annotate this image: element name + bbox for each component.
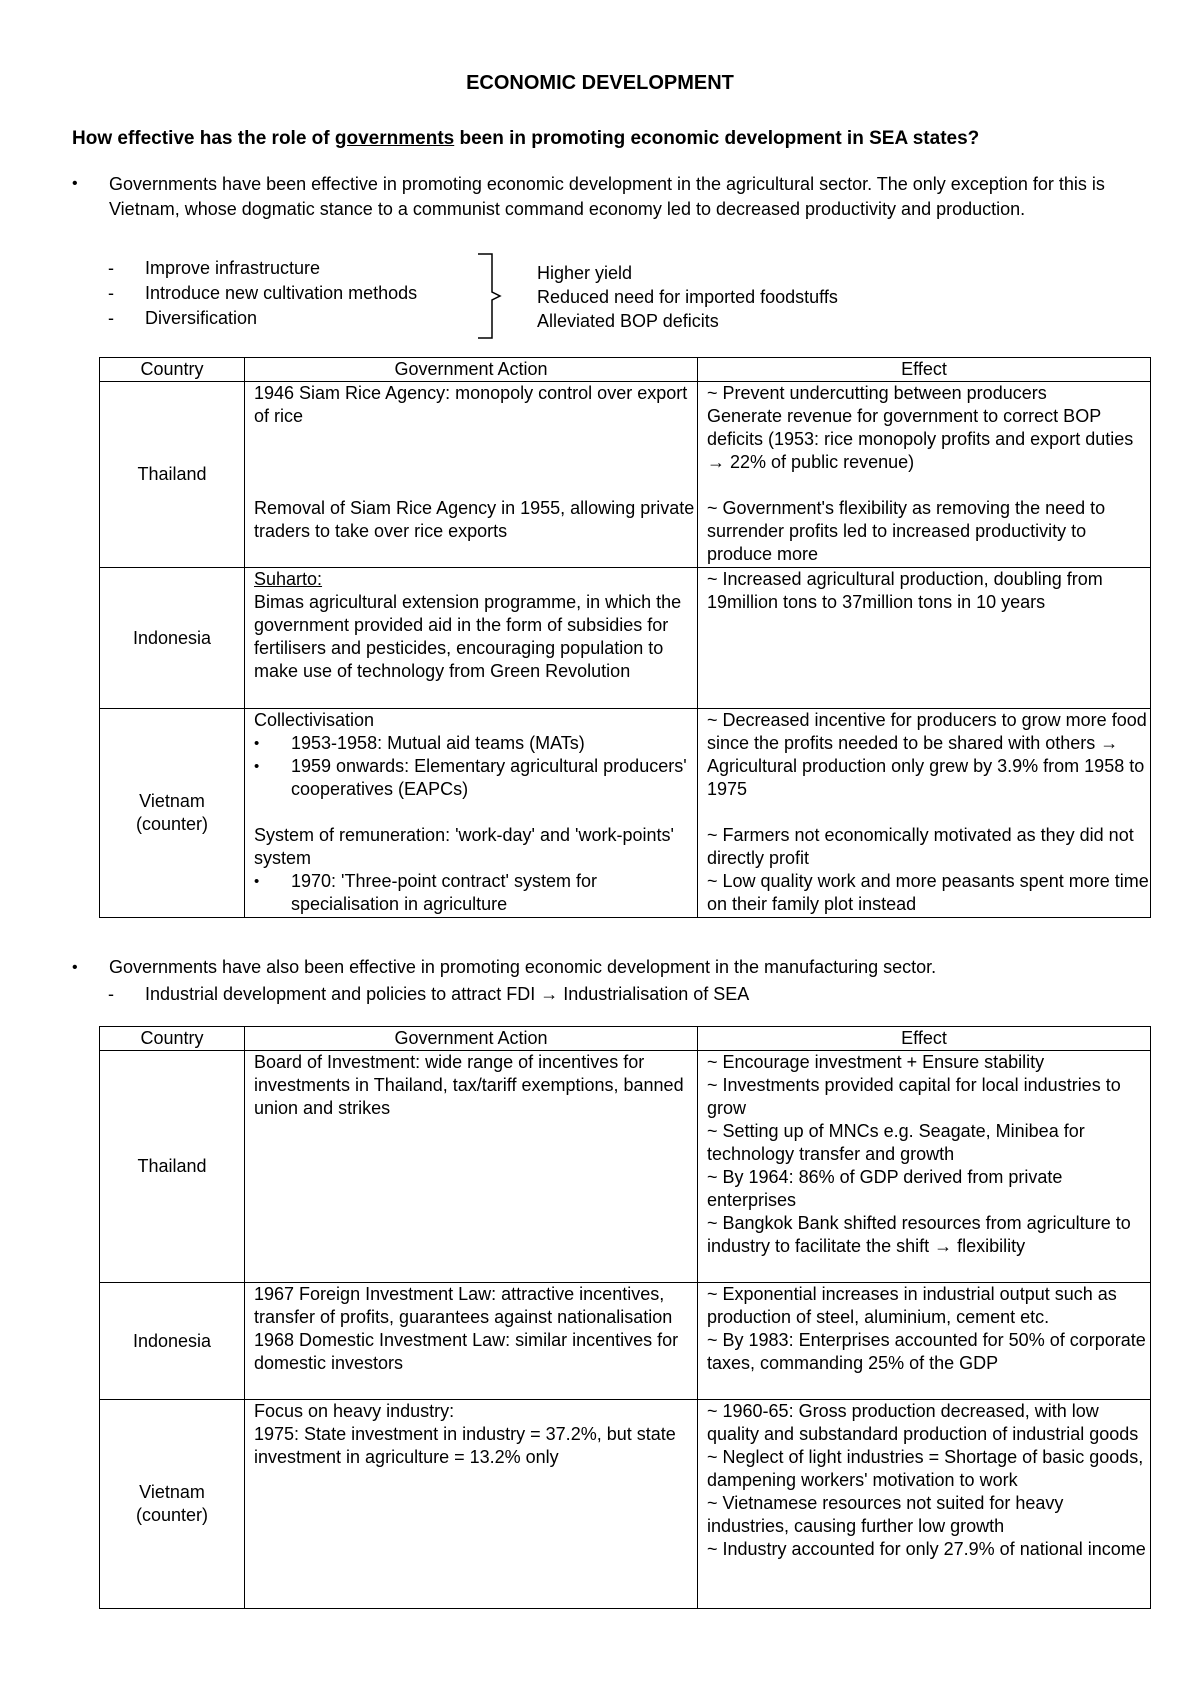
measure-item: - Improve infrastructure [108,258,321,278]
action-text: 1968 Domestic Investment Law: similar incentives for domestic investors [254,1330,679,1373]
agriculture-bullet [72,172,1112,222]
country-note: (counter) [135,814,209,834]
effect-text: ~ Encourage investment + Ensure stability [707,1052,1045,1072]
country-note: (counter) [135,1505,209,1525]
country-cell [100,709,245,918]
action-bullet [254,732,697,755]
effect-cell [698,1283,1151,1400]
bullet-dot-icon: • [254,735,260,752]
page-title: ECONOMIC DEVELOPMENT [466,72,734,94]
country-name: Vietnam [139,1482,205,1502]
header-country: Country [100,358,245,382]
table-row [100,382,1151,568]
header-country: Country [100,1027,245,1051]
effect-cell [698,1400,1151,1609]
effect-cell [698,1051,1151,1283]
effect-text: Generate revenue for government to correct BOP deficits (1953: rice monopoly profits and export duties → 22% of public revenue) [707,406,1134,472]
effect-text: ~ Prevent undercutting between producers [707,383,1047,403]
effect-text: ~ Low quality work and more peasants spent more time on their family plot instead [707,871,1149,914]
effect-text: ~ Farmers not economically motivated as they did not directly profit [707,825,1134,868]
effect-text: ~ Vietnamese resources not suited for heavy industries, causing further low growth [707,1493,1064,1536]
outcome-item: Reduced need for imported foodstuffs [537,287,838,307]
action-cell [245,709,698,918]
action-bullet-text: 1970: 'Three-point contract' system for specialisation in agriculture [291,871,598,914]
effect-text: ~ Government's flexibility as removing the need to surrender profits led to increased productivity to produce more [707,498,1106,564]
action-text: Removal of Siam Rice Agency in 1955, allowing private traders to take over rice exports [254,498,695,541]
outcome-item: Higher yield [537,263,633,283]
action-title: Focus on heavy industry: [254,1401,455,1421]
action-text: Board of Investment: wide range of incentives for investments in Thailand, tax/tariff exemptions, banned union and strikes [254,1052,684,1118]
outcomes-list [537,262,838,334]
action-cell [245,1283,698,1400]
table-row [100,1051,1151,1283]
measure-item: - Diversification [108,308,258,328]
effect-text: ~ Exponential increases in industrial output such as production of steel, aluminium, cement etc. [707,1284,1117,1327]
question-part-1: How effective has the role of [72,128,335,149]
action-bullet [254,755,697,801]
outcome-item: Alleviated BOP deficits [537,311,719,331]
table-row [100,709,1151,918]
country-cell: Thailand [100,382,245,568]
effect-text: ~ Setting up of MNCs e.g. Seagate, Minibea for technology transfer and growth [707,1121,1085,1164]
effect-cell [698,709,1151,918]
effect-cell [698,382,1151,568]
manufacturing-dash-item: - Industrial development and policies to attract FDI → Industrialisation of SEA [108,984,750,1004]
manufacturing-table [99,1026,1151,1609]
action-text: 1946 Siam Rice Agency: monopoly control over export of rice [254,383,688,426]
bullet-dot-icon: • [72,959,78,976]
brace-icon [476,252,516,342]
table-row [100,568,1151,709]
bullet-dot-icon: • [72,175,78,192]
effect-text: ~ Decreased incentive for producers to grow more food since the profits needed to be shared with others → Agricultural production only grew by 3.9% from 1958 to 1975 [707,710,1147,799]
country-name: Vietnam [139,791,205,811]
bullet-dot-icon: • [254,873,260,890]
question-underlined-word: governments [334,128,455,149]
action-cell [245,382,698,568]
table-header-row [100,358,1151,382]
header-effect: Effect [698,1027,1151,1051]
action-bullet [254,870,697,916]
essay-question [72,127,979,150]
action-cell [245,1400,698,1609]
effect-text: ~ By 1983: Enterprises accounted for 50% of corporate taxes, commanding 25% of the GDP [707,1330,1146,1373]
action-cell [245,1051,698,1283]
action-text: 1967 Foreign Investment Law: attractive incentives, transfer of profits, guarantees against nationalisation [254,1284,673,1327]
effect-text: ~ Increased agricultural production, doubling from 19million tons to 37million tons in 10 years [707,569,1103,612]
manufacturing-bullet [72,956,1112,979]
agriculture-table [99,357,1151,918]
effect-text: ~ Investments provided capital for local industries to grow [707,1075,1121,1118]
measure-label: Diversification [145,308,258,328]
action-bullet-text: 1953-1958: Mutual aid teams (MATs) [291,733,585,753]
effect-cell [698,568,1151,709]
bullet-dot-icon: • [254,758,260,775]
header-action: Government Action [245,1027,698,1051]
header-effect: Effect [698,358,1151,382]
table-row [100,1400,1151,1609]
header-action: Government Action [245,358,698,382]
manufacturing-bullet-text: Governments have also been effective in promoting economic development in the manufacturing sector. [109,957,937,977]
action-text: Bimas agricultural extension programme, in which the government provided aid in the form of subsidies for fertilisers and pesticides, encouraging population to make use of technology from Green Revolution [254,592,682,681]
measure-label: Improve infrastructure [145,258,321,278]
country-cell: Indonesia [100,1283,245,1400]
measure-item: - Introduce new cultivation methods [108,283,418,303]
action-text: System of remuneration: 'work-day' and 'work-points' system [254,825,674,868]
agriculture-bullet-text: Governments have been effective in promoting economic development in the agricultural sector. The only exception for this is Vietnam, whose dogmatic stance to a communist command economy led to decreased productivity and production. [109,174,1105,219]
country-cell: Indonesia [100,568,245,709]
effect-text: ~ Bangkok Bank shifted resources from agriculture to industry to facilitate the shift → flexibility [707,1213,1131,1256]
effect-text: ~ By 1964: 86% of GDP derived from private enterprises [707,1167,1063,1210]
effect-text: ~ Industry accounted for only 27.9% of national income [707,1539,1146,1559]
country-cell [100,1400,245,1609]
measure-label: Introduce new cultivation methods [145,283,418,303]
action-title: Suharto: [254,569,323,589]
effect-text: ~ 1960-65: Gross production decreased, with low quality and substandard production of industrial goods [707,1401,1139,1444]
action-cell [245,568,698,709]
action-bullet-text: 1959 onwards: Elementary agricultural producers' cooperatives (EAPCs) [291,756,687,799]
effect-text: ~ Neglect of light industries = Shortage of basic goods, dampening workers' motivation to work [707,1447,1144,1490]
action-title: Collectivisation [254,710,375,730]
question-part-2: been in promoting economic development in SEA states? [454,128,980,149]
action-text: 1975: State investment in industry = 37.2%, but state investment in agriculture = 13.2% only [254,1424,676,1467]
manufacturing-dash-text: Industrial development and policies to attract FDI → Industrialisation of SEA [145,984,750,1004]
table-row [100,1283,1151,1400]
table-header-row [100,1027,1151,1051]
country-cell: Thailand [100,1051,245,1283]
